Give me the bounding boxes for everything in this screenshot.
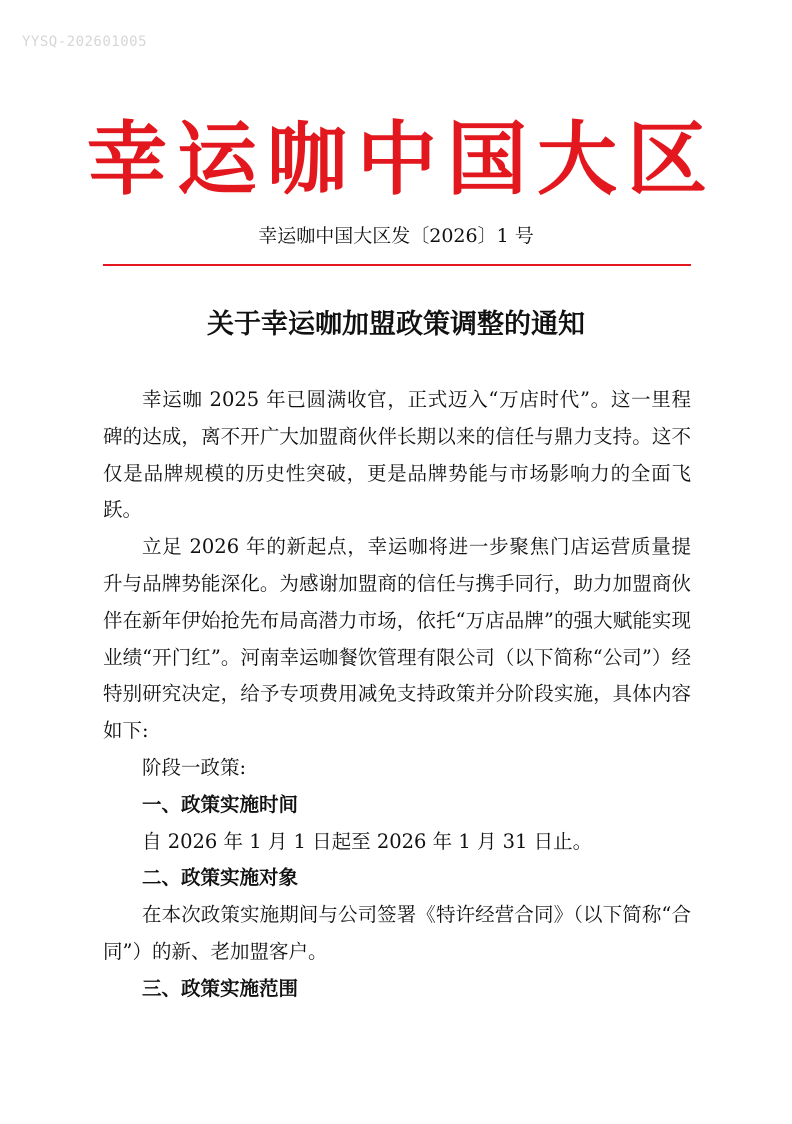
red-divider-line [103,264,691,266]
paragraph-implementation-target: 在本次政策实施期间与公司签署《特许经营合同》（以下简称“合同”）的新、老加盟客户。 [103,903,691,963]
document-number: 幸运咖中国大区发〔2026〕1 号 [258,225,534,247]
paragraph-policy-background: 立足 2026 年的新起点，幸运咖将进一步聚焦门店运营质量提升与品牌势能深化。为感谢加盟商的信任与携手同行，助力加盟商伙伴在新年伊始抢先布局高潜力市场，依托“万店品牌”的强大赋能实现业绩“开门红”。河南幸运咖餐饮管理有限公司（以下简称“公司”）经特别研究决定，给予专项费用减免支持政策并分阶段实施，具体内容如下: [103,535,691,743]
notice-title: 关于幸运咖加盟政策调整的通知 [207,309,585,340]
paragraph-phase-one: 阶段一政策: [142,755,247,779]
organization-title: 幸运咖中国大区 [87,113,717,206]
document-body [103,382,691,1008]
paragraph-intro: 幸运咖 2025 年已圆满收官，正式迈入“万店时代”。这一里程碑的达成，离不开广大加盟商伙伴长期以来的信任与鼎力支持。这不仅是品牌规模的历史性突破，更是品牌势能与市场影响力的全面飞跃。 [103,388,691,522]
document-watermark: YYSQ-202601005 [22,34,148,50]
heading-implementation-scope: 三、政策实施范围 [142,976,299,1000]
paragraph-implementation-time: 自 2026 年 1 月 1 日起至 2026 年 1 月 31 日止。 [142,829,593,853]
heading-implementation-target: 二、政策实施对象 [142,866,299,890]
heading-implementation-time: 一、政策实施时间 [142,792,299,816]
